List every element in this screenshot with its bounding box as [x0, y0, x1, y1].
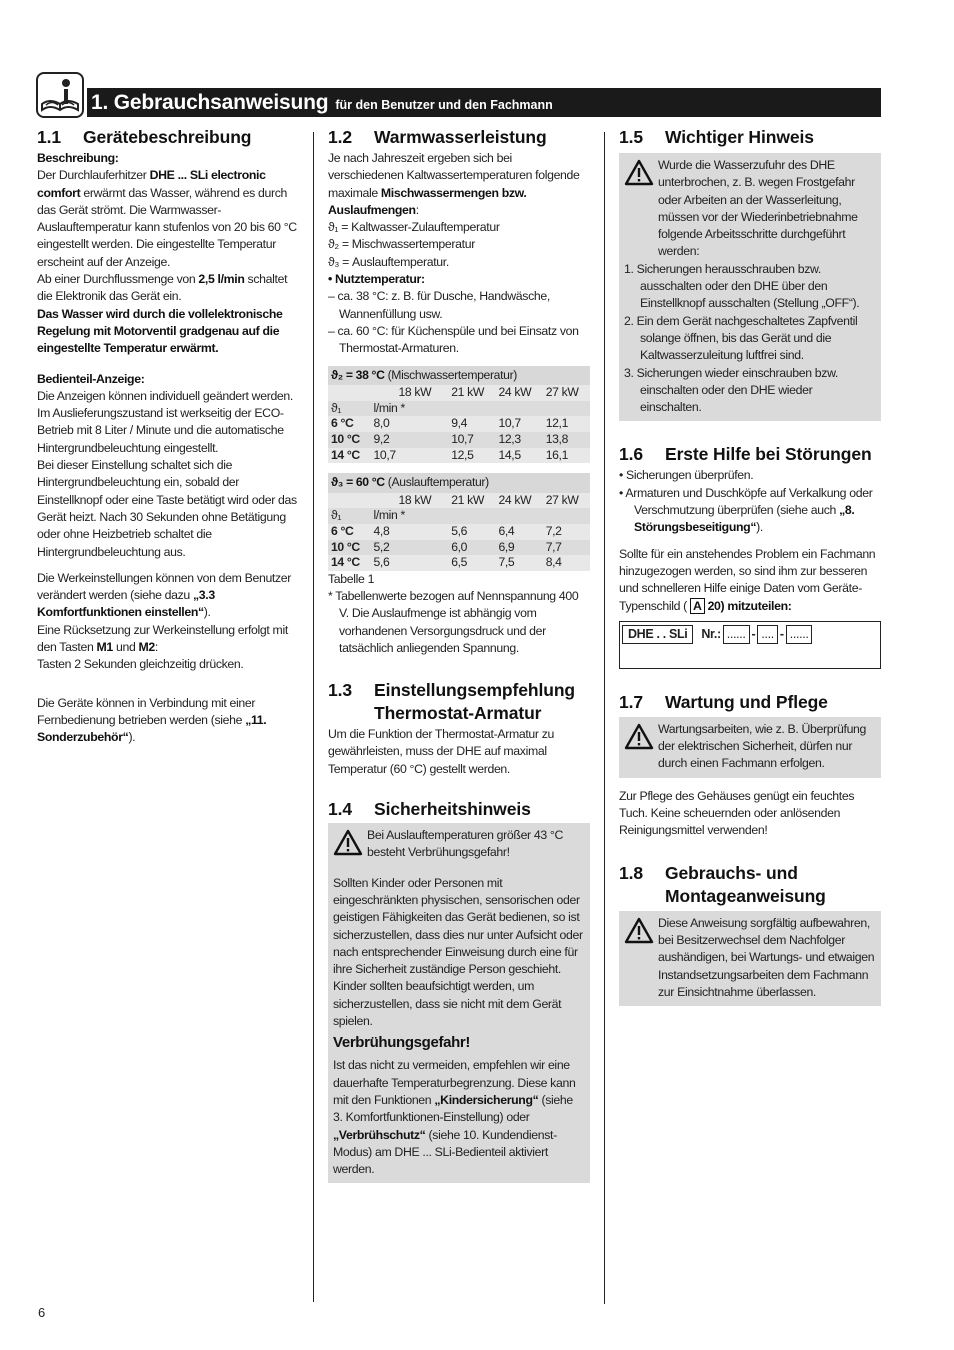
- serial-field-2[interactable]: ....: [757, 625, 778, 644]
- symbol-definition: ϑ₃ = Auslauftemperatur.: [328, 254, 449, 269]
- table-row: 10 °C 5,2 6,0 6,9 7,7: [328, 540, 590, 556]
- warning-text: Diese Anweisung sorgfältig aufbewahren, bei Besitzerwechsel dem Nachfolger aushändigen, bei Wartungs- und etwaigen Instandsetzungsarbeiten dem Fachmann zur Einsichtnahme überlassen.: [658, 915, 875, 999]
- warning-triangle-icon: [333, 827, 367, 856]
- table-row: 14 °C 5,6 6,5 7,5 8,4: [331, 555, 562, 570]
- serial-number-label: Nr.:: [701, 626, 721, 641]
- warning-text: Bei Auslauftemperaturen größer 43 °C besteht Verbrühungsgefahr!: [367, 828, 564, 860]
- list-item: 1. Sicherungen herausschrauben bzw. ausschalten oder den DHE über den Einstellknopf ausschalten (Stellung „OFF“).: [624, 261, 860, 311]
- nutztemperatur-heading: • Nutztemperatur:: [328, 272, 425, 287]
- section-heading-1-2: 1.2 Warmwasserleistung: [328, 127, 547, 147]
- serial-field-1[interactable]: ......: [723, 625, 750, 644]
- paragraph: Zur Pflege des Gehäuses genügt ein feuchtes Tuch. Keine scheuernden oder anlösenden Reinigungsmittel verwenden!: [619, 788, 855, 838]
- section-heading-1-8: 1.8 Gebrauchs- und Montageanweisung: [619, 862, 826, 906]
- list-item: 2. Ein dem Gerät nachgeschaltetes Zapfventil solange öffnen, bis das Gerät und die Kaltwasserzuleitung luftfrei sind.: [624, 313, 858, 363]
- type-plate-label: DHE . . SLi: [622, 625, 693, 644]
- paragraph: Je nach Jahreszeit ergeben sich bei verschiedenen Kaltwassertemperaturen folgende maximale Mischwassermengen bzw. Auslaufmengen:: [328, 151, 580, 217]
- paragraph: Bei dieser Einstellung schaltet sich die Hintergrundbeleuchtung ein, sobald der Einstellknopf oder eine Taste betätigt wird oder das Gerät heizt. Nach 30 Sekunden ohne Betätigung oder ohne Heizbetrieb schaltet die Hintergrundbeleuchtung aus.: [37, 458, 297, 559]
- paragraph: Tasten 2 Sekunden gleichzeitig drücken.: [37, 657, 244, 672]
- table-footnote: * Tabellenwerte bezogen auf Nennspannung 400 V. Die Auslaufmenge ist abhängig vom vorhandenen Versorgungsdruck und der tatsächlich anliegenden Spannung.: [328, 588, 579, 655]
- column-2: [328, 126, 590, 1183]
- chapter-banner: [87, 88, 881, 117]
- section-heading-1-3: 1.3 Einstellungsempfehlung Thermostat-Armatur: [328, 680, 576, 724]
- manual-note-box: [619, 911, 881, 1006]
- column-1: [37, 126, 300, 747]
- table-caption: Tabelle 1: [328, 571, 375, 586]
- paragraph: Sollten Kinder oder Personen mit eingeschränkten physischen, sensorischen oder geistigen Fähigkeiten das Gerät bedienen, so ist sicherzustellen, dass dies nur unter Aufsicht oder nach entsprechender Einweisung durch eine für ihre Sicherheit zuständige Person geschieht.: [333, 875, 583, 977]
- list-item: • Sicherungen überprüfen.: [619, 468, 754, 483]
- list-item: 3. Sicherungen wieder einschrauben bzw. einschalten oder den DHE wieder einschalten.: [624, 365, 838, 415]
- serial-field-3[interactable]: ......: [786, 625, 813, 644]
- table-row: 14 °C 10,7 12,5 14,5 16,1: [331, 447, 569, 462]
- paragraph: Die Anzeigen können individuell geändert werden.: [37, 388, 293, 403]
- column-3: [619, 126, 881, 1006]
- paragraph: Eine Rücksetzung zur Werkeinstellung erfolgt mit den Tasten M1 und M2:: [37, 622, 288, 655]
- list-item: • Armaturen und Duschköpfe auf Verkalkung oder Verschmutzung überprüfen (siehe auch „8. Störungsbeseitigung“).: [619, 485, 873, 535]
- paragraph-bold: Das Wasser wird durch die vollelektronische Regelung mit Motorventil gradgenau auf die eingestellte Temperatur erwärmt.: [37, 306, 283, 356]
- page-number: 6: [38, 1305, 46, 1320]
- list-item: – ca. 60 °C: für Küchenspüle und bei Einsatz von Thermostat-Armaturen.: [328, 323, 579, 356]
- paragraph: Kinder sollten beaufsichtigt werden, um sicherzustellen, dass sie nicht mit dem Gerät spielen.: [333, 979, 562, 1029]
- list-item: – ca. 38 °C: z. B. für Dusche, Handwäsche, Wannenfüllung usw.: [328, 289, 550, 321]
- paragraph: Die Geräte können in Verbindung mit einer Fernbedienung betrieben werden (siehe „11. Sonderzubehör“).: [37, 695, 267, 745]
- type-plate-form: DHE . . SLi Nr.: ...... - .... - ......: [619, 621, 881, 669]
- warning-text: Wartungsarbeiten, wie z. B. Überprüfung der elektrischen Sicherheit, dürfen nur durch einen Fachmann erfolgen.: [658, 721, 867, 771]
- section-heading-1-5: 1.5 Wichtiger Hinweis: [619, 127, 814, 147]
- maintenance-note-box: [619, 717, 881, 778]
- symbol-definition: ϑ₁ = Kaltwasser-Zulauftemperatur: [328, 220, 500, 235]
- section-heading-1-4: 1.4 Sicherheitshinweis: [328, 799, 531, 820]
- section-heading-1-1: 1.1 Gerätebeschreibung: [37, 127, 252, 147]
- box-subheading: Verbrühungsgefahr!: [333, 1034, 471, 1052]
- warning-text: Wurde die Wasserzufuhr des DHE unterbrochen, z. B. wegen Frostgefahr oder Arbeiten an der Wasserleitung, müssen vor der Wiederinbetriebnahme folgende Arbeitsschritte durchgeführt werden:: [658, 158, 858, 259]
- paragraph: Der Durchlauferhitzer DHE ... SLi electronic comfort erwärmt das Wasser, während es durch das Gerät strömt. Die Warmwasser-Auslauftemperatur kann stufenlos von 20 bis 60 °C eingestellt werden. Die eingestellte Temperatur erscheint auf der Anzeige.: [37, 168, 297, 269]
- book-person-icon: [36, 72, 84, 118]
- subheading-beschreibung: Beschreibung:: [37, 151, 119, 165]
- performance-table-60: ϑ₃ = 60 °C (Auslauftemperatur) 18 kW 21 kW 24 kW 27 kW ϑ₁ l/min * 6 °C 4,8 5,6 6,4 7,2 10 °C 5,2 6,0 6,9 7,7 14 °C 5,6 6,5 7,5 8,4: [328, 473, 590, 571]
- table-row: 10 °C 9,2 10,7 12,3 13,8: [328, 432, 590, 448]
- safety-box: [328, 823, 590, 1183]
- paragraph: Ist das nicht zu vermeiden, empfehlen wir eine dauerhafte Temperaturbegrenzung. Diese kann mit den Funktionen „Kindersicherung“ (siehe 3. Komfortfunktionen-Einstellung) oder „Verbrühschutz“ (siehe 10. Kundendienst-Modus) am DHE ... SLi-Bedienteil aktiviert werden.: [333, 1058, 576, 1177]
- paragraph: Sollte für ein anstehendes Problem ein Fachmann hinzugezogen werden, so sind ihm zur besseren und schnelleren Hilfe einige Daten vom Geräte-Typenschild ( A 20) mitzuteilen:: [619, 546, 876, 613]
- important-note-box: [619, 153, 881, 421]
- chapter-subtitle: für den Benutzer und den Fachmann: [335, 98, 553, 112]
- warning-triangle-icon: [624, 915, 658, 944]
- section-heading-1-6: 1.6 Erste Hilfe bei Störungen: [619, 444, 872, 465]
- subheading-bedienteil: Bedienteil-Anzeige:: [37, 371, 145, 386]
- column-divider: [604, 132, 605, 1304]
- symbol-definition: ϑ₂ = Mischwassertemperatur: [328, 237, 475, 252]
- table-row: 6 °C 8,0 9,4 10,7 12,1: [331, 416, 569, 431]
- section-heading-1-7: 1.7 Wartung und Pflege: [619, 691, 828, 712]
- performance-table-38: ϑ₂ = 38 °C (Mischwassertemperatur) 18 kW 21 kW 24 kW 27 kW ϑ₁ l/min * 6 °C 8,0 9,4 10,7 12,1 10 °C 9,2 10,7 12,3 13,8 14 °C 10,7 12,5 14,5 16,1: [328, 366, 590, 464]
- warning-triangle-icon: [624, 721, 658, 750]
- warning-triangle-icon: [624, 157, 658, 186]
- column-divider: [313, 132, 314, 1302]
- paragraph: Im Auslieferungszustand ist werkseitig der ECO-Betrieb mit 8 Liter / Minute und die automatische Hintergrundbeleuchtung eingestellt.: [37, 406, 284, 455]
- table-row: 6 °C 4,8 5,6 6,4 7,2: [331, 523, 562, 538]
- paragraph: Ab einer Durchflussmenge von 2,5 l/min schaltet die Elektronik das Gerät ein.: [37, 272, 288, 304]
- paragraph: Um die Funktion der Thermostat-Armatur zu gewährleisten, muss der DHE auf maximal Temperatur (60 °C) gestellt werden.: [328, 727, 554, 776]
- paragraph: Die Werkeinstellungen können von dem Benutzer verändert werden (siehe dazu „3.3 Komfortfunktionen einstellen“).: [37, 570, 292, 620]
- chapter-title: 1. Gebrauchsanweisung: [91, 91, 329, 114]
